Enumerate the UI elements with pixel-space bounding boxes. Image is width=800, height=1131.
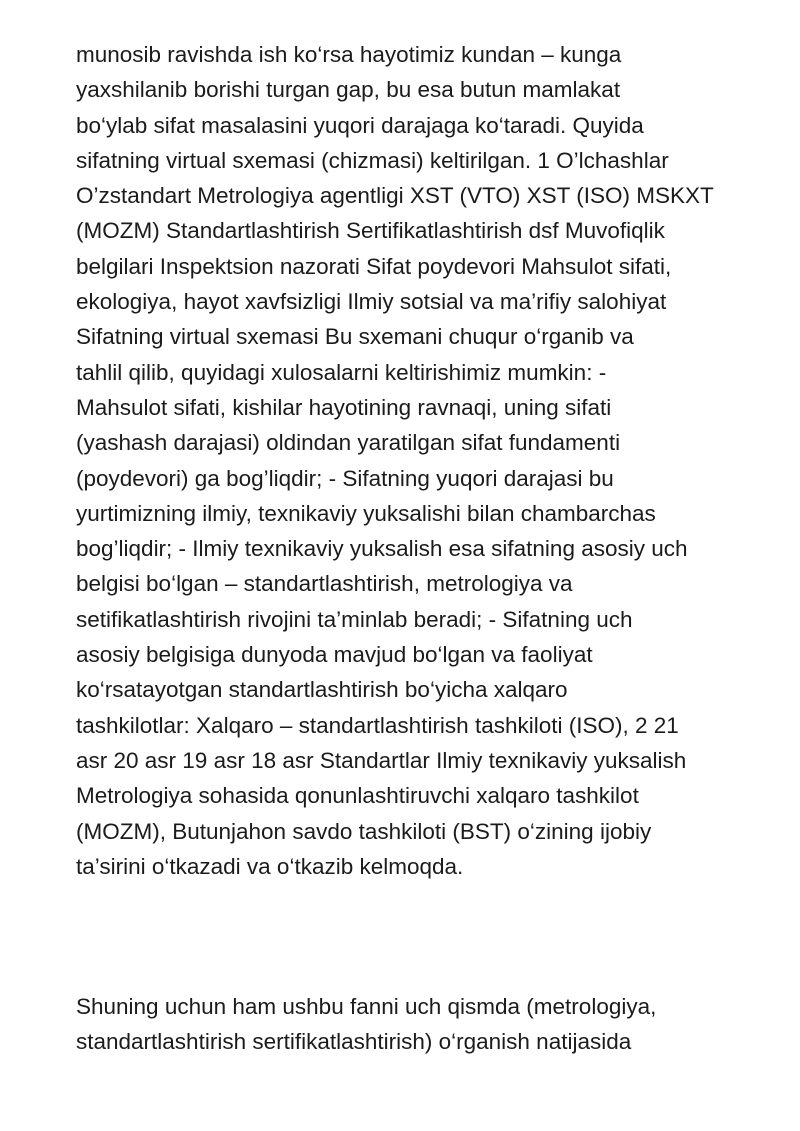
text-line: (MOZM) Standartlashtirish Sertifikatlashtirish dsf Muvofiqlik [76,218,665,244]
text-line: sifatning virtual sxemasi (chizmasi) keltirilgan. 1 O’lchashlar [76,147,669,173]
text-line: ta’sirini o‘tkazadi va o‘tkazib kelmoqda. [76,853,464,879]
text-line: Metrologiya sohasida qonunlashtiruvchi xalqaro tashkilot [76,783,639,809]
text-line: (poydevori) ga bog’liqdir; - Sifatning yuqori darajasi bu [76,465,614,491]
text-line: (MOZM), Butunjahon savdo tashkiloti (BST) o‘zining ijobiy [76,818,652,844]
text-line: Sifatning virtual sxemasi Bu sxemani chuqur o‘rganib va [76,324,634,350]
text-line: bo‘ylab sifat masalasini yuqori darajaga ko‘taradi. Quyida [76,112,644,138]
text-line: asr 20 asr 19 asr 18 asr Standartlar Ilmiy texnikaviy yuksalish [76,747,687,773]
text-line: asosiy belgisiga dunyoda mavjud bo‘lgan va faoliyat [76,642,593,668]
text-line: tahlil qilib, quyidagi xulosalarni keltirishimiz mumkin: - [76,359,607,385]
text-line: belgilari Inspektsion nazorati Sifat poydevori Mahsulot sifati, [76,253,672,279]
body-paragraph [76,989,736,1060]
text-line: (yashash darajasi) oldindan yaratilgan sifat fundamenti [76,430,621,456]
text-line: O’zstandart Metrologiya agentligi XST (VTO) XST (ISO) MSKXT [76,183,714,209]
text-line: ko‘rsatayotgan standartlashtirish bo‘yicha xalqaro [76,677,568,703]
text-line: bog’liqdir; - Ilmiy texnikaviy yuksalish esa sifatning asosiy uch [76,536,688,562]
text-line: Mahsulot sifati, kishilar hayotining ravnaqi, uning sifati [76,394,612,420]
text-line: tashkilotlar: Xalqaro – standartlashtirish tashkiloti (ISO), 2 21 [76,712,679,738]
text-line: munosib ravishda ish ko‘rsa hayotimiz kundan – kunga [76,42,622,67]
text-line: standartlashtirish sertifikatlashtirish) o‘rganish natijasida [76,1029,632,1055]
body-paragraph [76,37,736,884]
text-line: ekologiya, hayot xavfsizligi Ilmiy sotsial va ma’rifiy salohiyat [76,289,667,315]
text-line: setifikatlashtirish rivojini ta’minlab beradi; - Sifatning uch [76,606,633,632]
text-line: Shuning uchun ham ushbu fanni uch qismda (metrologiya, [76,994,657,1019]
text-line: belgisi bo‘lgan – standartlashtirish, metrologiya va [76,571,573,597]
text-line: yurtimizning ilmiy, texnikaviy yuksalishi bilan chambarchas [76,500,656,526]
text-line: yaxshilanib borishi turgan gap, bu esa butun mamlakat [76,77,621,103]
